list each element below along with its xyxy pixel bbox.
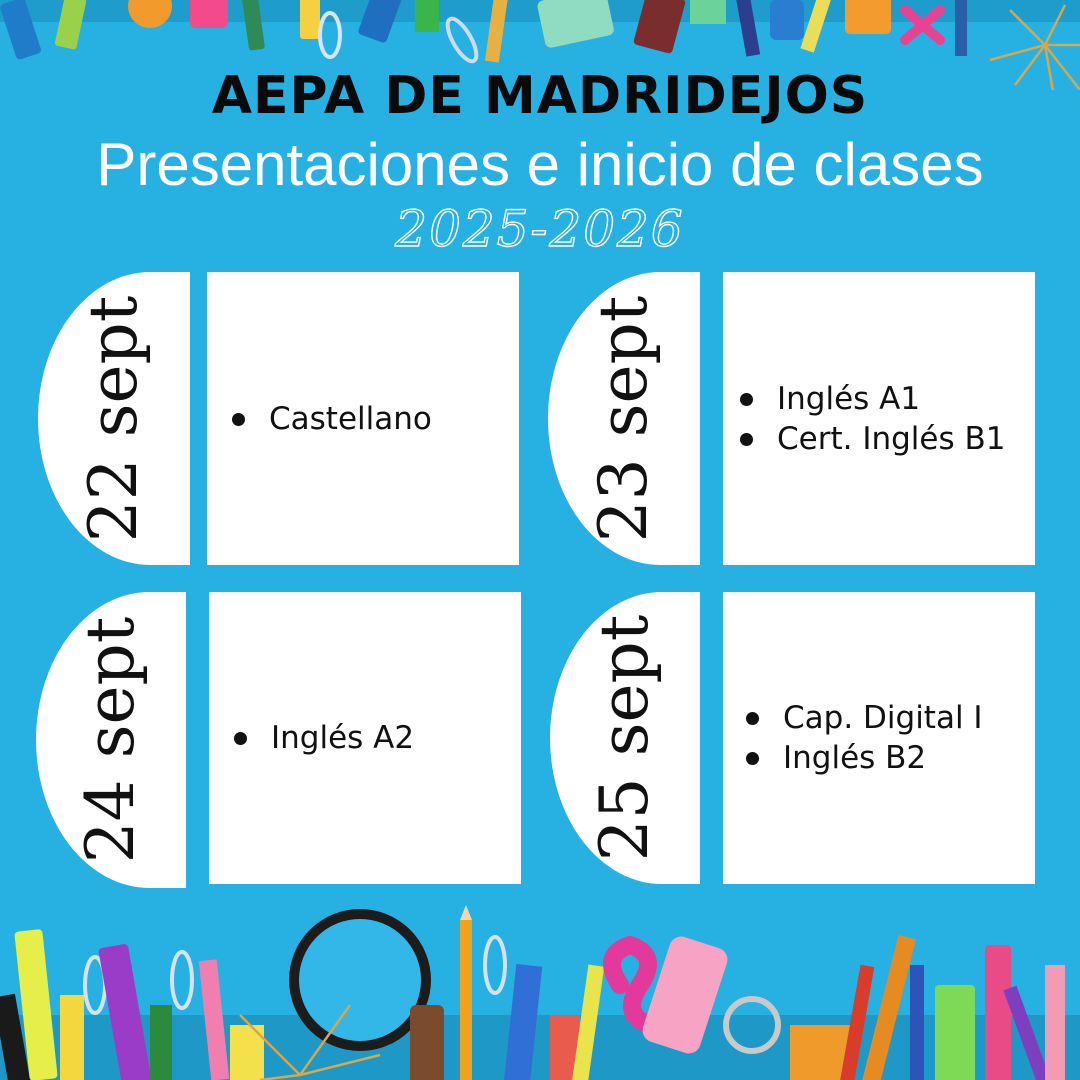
class-card-22-sept: [207, 272, 519, 565]
class-item: Inglés B2: [743, 738, 983, 778]
class-list: [723, 379, 1005, 459]
class-item: Cap. Digital I: [743, 698, 983, 738]
class-item: Castellano: [229, 399, 432, 439]
class-item: Inglés A2: [231, 718, 414, 758]
date-label: 23 sept: [585, 295, 662, 542]
class-card-25-sept: [723, 592, 1035, 884]
date-tab-25-sept: [550, 592, 700, 884]
class-item: Cert. Inglés B1: [737, 419, 1005, 459]
school-supplies-bottom-decoration: [0, 905, 1080, 1080]
date-label: 22 sept: [75, 295, 152, 542]
class-list: [723, 698, 983, 778]
class-card-24-sept: [209, 592, 521, 884]
poster-title: AEPA DE MADRIDEJOS: [211, 66, 869, 126]
date-label: 25 sept: [586, 614, 663, 862]
date-tab-24-sept: [36, 592, 186, 888]
poster-subtitle: Presentaciones e inicio de clases: [96, 131, 984, 198]
school-year: 2025-2026: [395, 200, 685, 258]
class-item: Inglés A1: [737, 379, 1005, 419]
class-list: [207, 399, 432, 439]
date-tab-23-sept: [548, 272, 700, 565]
class-list: [209, 718, 414, 758]
date-tab-22-sept: [38, 272, 190, 565]
date-label: 24 sept: [72, 616, 149, 864]
class-card-23-sept: [723, 272, 1035, 565]
